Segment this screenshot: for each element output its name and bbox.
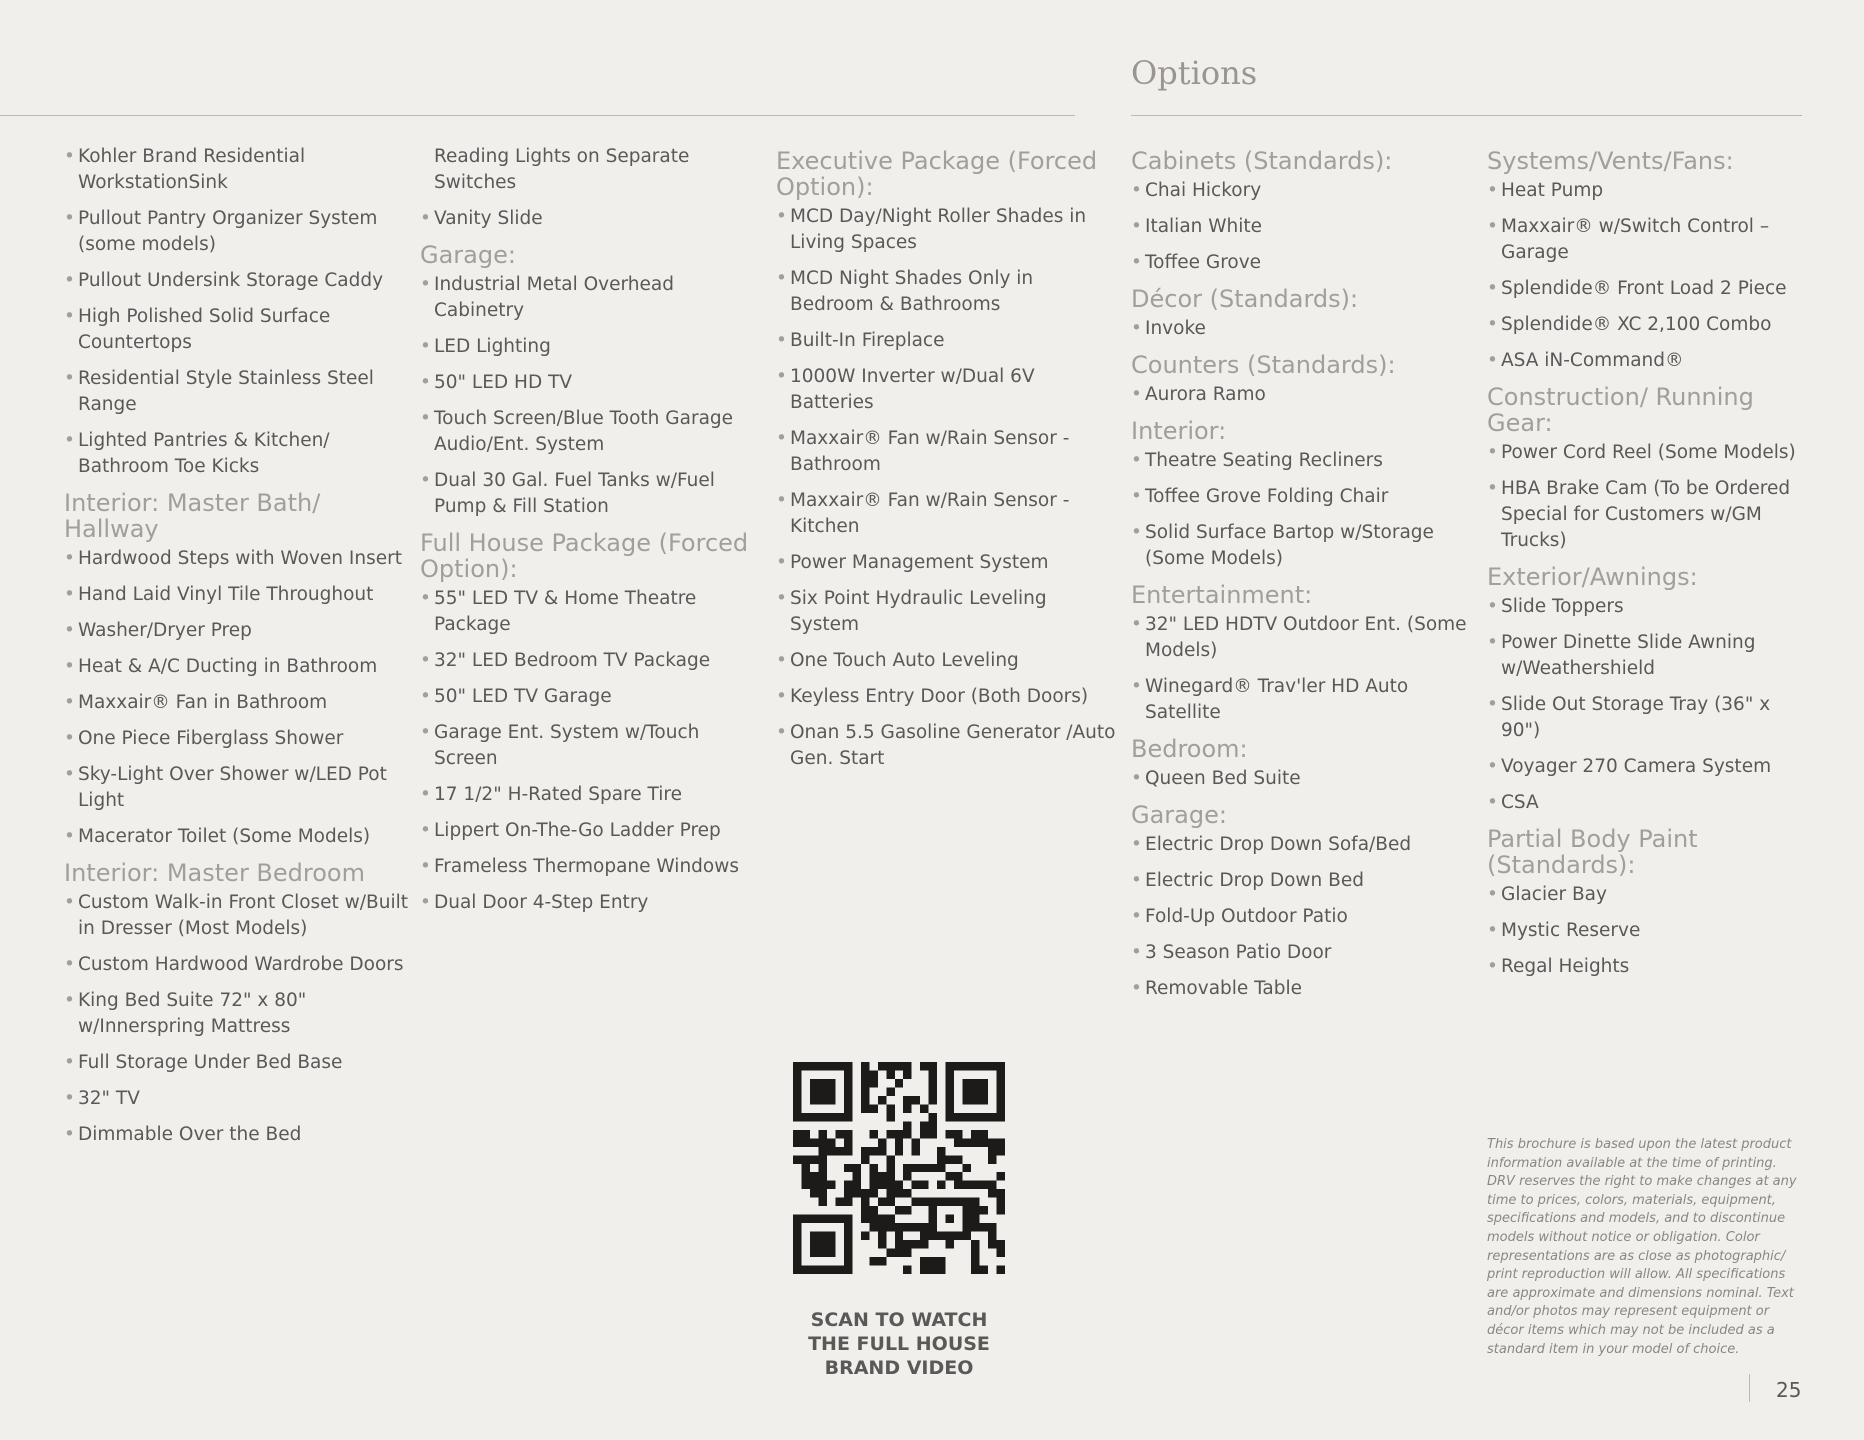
list-item: • Electric Drop Down Sofa/Bed xyxy=(1131,832,1476,858)
list-item: • Fold-Up Outdoor Patio xyxy=(1131,904,1476,930)
list-item: • Toffee Grove xyxy=(1131,250,1476,276)
list-item: • Heat & A/C Ducting in Bathroom xyxy=(64,654,409,680)
construction-heading: Construction/ Running Gear: xyxy=(1487,383,1754,437)
qr-caption: SCAN TO WATCH THE FULL HOUSE BRAND VIDEO xyxy=(808,1309,990,1379)
list-item: • 32" LED Bedroom TV Package xyxy=(420,648,765,674)
counters-list xyxy=(1131,382,1476,408)
list-item: • Kohler Brand Residential WorkstationSink xyxy=(64,144,409,196)
executive-package-list xyxy=(776,204,1121,772)
list-item: • Toffee Grove Folding Chair xyxy=(1131,484,1476,510)
list-item: • ASA iN-Command® xyxy=(1487,348,1812,374)
list-item: • Winegard® Trav'ler HD Auto Satellite xyxy=(1131,674,1476,726)
interior-heading: Interior: xyxy=(1131,417,1227,445)
list-item: • Power Management System xyxy=(776,550,1121,576)
column-3 xyxy=(776,148,1121,782)
list-item: • Pullout Undersink Storage Caddy xyxy=(64,268,409,294)
list-item: • Aurora Ramo xyxy=(1131,382,1476,408)
decor-list xyxy=(1131,316,1476,342)
entertainment-heading: Entertainment: xyxy=(1131,581,1313,609)
list-item: • King Bed Suite 72" x 80" w/Innerspring Mattress xyxy=(64,988,409,1040)
garage-standards-list xyxy=(1131,832,1476,1002)
page-title: Options xyxy=(1131,54,1258,92)
kitchen-list xyxy=(64,144,409,480)
list-item: • Garage Ent. System w/Touch Screen xyxy=(420,720,765,772)
master-bedroom-heading: Interior: Master Bedroom xyxy=(64,859,365,887)
list-item: • Pullout Pantry Organizer System (some models) xyxy=(64,206,409,258)
list-item: • Maxxair® Fan in Bathroom xyxy=(64,690,409,716)
list-item: • Italian White xyxy=(1131,214,1476,240)
list-item: • Six Point Hydraulic Leveling System xyxy=(776,586,1121,638)
list-item: • 17 1/2" H-Rated Spare Tire xyxy=(420,782,765,808)
list-item: • LED Lighting xyxy=(420,334,765,360)
list-item: • Keyless Entry Door (Both Doors) xyxy=(776,684,1121,710)
executive-package-heading: Executive Package (Forced Option): xyxy=(776,147,1098,201)
construction-list xyxy=(1487,440,1812,554)
master-bath-heading: Interior: Master Bath/ Hallway xyxy=(64,489,321,543)
bedroom-heading: Bedroom: xyxy=(1131,735,1248,763)
list-item: • MCD Night Shades Only in Bedroom & Bathrooms xyxy=(776,266,1121,318)
qr-code[interactable] xyxy=(793,1062,1005,1274)
page-number: 25 xyxy=(1776,1378,1802,1402)
master-bath-list xyxy=(64,546,409,850)
decor-heading: Décor (Standards): xyxy=(1131,285,1359,313)
interior-list xyxy=(1131,448,1476,572)
header-rule-left xyxy=(0,115,1075,116)
full-house-package-heading: Full House Package (Forced Option): xyxy=(420,529,749,583)
list-item: • Heat Pump xyxy=(1487,178,1812,204)
list-item: Reading Lights on Separate Switches xyxy=(434,146,690,193)
disclaimer: This brochure is based upon the latest product information available at the time of printing. DRV reserves the right to make changes at any time to prices, colors, materials, equipment, specifications and models, and to discontinue models without notice or obligation. Color representations are as close as photographic/ print reproduction will allow. All specifications are approximate and dimensions nominal. Text and/or photos may represent equipment or décor items which may not be included as a standard item in your model of choice. xyxy=(1487,1137,1797,1357)
list-item: • Splendide® Front Load 2 Piece xyxy=(1487,276,1812,302)
list-item: • Touch Screen/Blue Tooth Garage Audio/Ent. System xyxy=(420,406,765,458)
exterior-heading: Exterior/Awnings: xyxy=(1487,563,1698,591)
list-item: • Industrial Metal Overhead Cabinetry xyxy=(420,272,765,324)
list-item: • 50" LED TV Garage xyxy=(420,684,765,710)
list-item: • 32" TV xyxy=(64,1086,409,1112)
vanity-list xyxy=(420,206,765,232)
garage-list xyxy=(420,272,765,520)
list-item: • Chai Hickory xyxy=(1131,178,1476,204)
paint-list xyxy=(1487,882,1812,980)
list-item: • Full Storage Under Bed Base xyxy=(64,1050,409,1076)
list-item: • Hardwood Steps with Woven Insert xyxy=(64,546,409,572)
list-item: • Slide Out Storage Tray (36" x 90") xyxy=(1487,692,1812,744)
systems-list xyxy=(1487,178,1812,374)
exterior-list xyxy=(1487,594,1812,816)
list-item: • 50" LED HD TV xyxy=(420,370,765,396)
list-item: • Residential Style Stainless Steel Range xyxy=(64,366,409,418)
list-item: • Removable Table xyxy=(1131,976,1476,1002)
systems-heading: Systems/Vents/Fans: xyxy=(1487,147,1734,175)
list-item: • Vanity Slide xyxy=(420,206,765,232)
list-item: • 55" LED TV & Home Theatre Package xyxy=(420,586,765,638)
list-item: • Hand Laid Vinyl Tile Throughout xyxy=(64,582,409,608)
list-item: • Maxxair® Fan w/Rain Sensor - Kitchen xyxy=(776,488,1121,540)
list-item: • Slide Toppers xyxy=(1487,594,1812,620)
page-number-divider xyxy=(1749,1374,1750,1402)
list-item: • High Polished Solid Surface Countertops xyxy=(64,304,409,356)
list-item: • Onan 5.5 Gasoline Generator /Auto Gen. Start xyxy=(776,720,1121,772)
list-item: • Frameless Thermopane Windows xyxy=(420,854,765,880)
list-item: • Regal Heights xyxy=(1487,954,1812,980)
list-item: • Power Dinette Slide Awning w/Weathershield xyxy=(1487,630,1812,682)
list-item: • One Piece Fiberglass Shower xyxy=(64,726,409,752)
list-item: • Dual 30 Gal. Fuel Tanks w/Fuel Pump & Fill Station xyxy=(420,468,765,520)
list-item: • Dimmable Over the Bed xyxy=(64,1122,409,1148)
list-item: • Dual Door 4-Step Entry xyxy=(420,890,765,916)
list-item: • Power Cord Reel (Some Models) xyxy=(1487,440,1812,466)
list-item: • Splendide® XC 2,100 Combo xyxy=(1487,312,1812,338)
list-item: • Queen Bed Suite xyxy=(1131,766,1476,792)
list-item: • Theatre Seating Recliners xyxy=(1131,448,1476,474)
list-item: • Electric Drop Down Bed xyxy=(1131,868,1476,894)
paint-heading: Partial Body Paint (Standards): xyxy=(1487,825,1698,879)
list-item: • Custom Walk-in Front Closet w/Built in Dresser (Most Models) xyxy=(64,890,409,942)
master-bedroom-list xyxy=(64,890,409,1148)
cabinets-heading: Cabinets (Standards): xyxy=(1131,147,1393,175)
list-item: • Voyager 270 Camera System xyxy=(1487,754,1812,780)
list-item: • Invoke xyxy=(1131,316,1476,342)
entertainment-list xyxy=(1131,612,1476,726)
list-item: • One Touch Auto Leveling xyxy=(776,648,1121,674)
list-item: • 32" LED HDTV Outdoor Ent. (Some Models) xyxy=(1131,612,1476,664)
list-item: • Lippert On-The-Go Ladder Prep xyxy=(420,818,765,844)
column-2 xyxy=(420,144,765,926)
column-1 xyxy=(64,144,409,1158)
list-item: • Maxxair® w/Switch Control – Garage xyxy=(1487,214,1812,266)
list-item: • CSA xyxy=(1487,790,1812,816)
column-4 xyxy=(1131,148,1476,1012)
list-item: • Maxxair® Fan w/Rain Sensor - Bathroom xyxy=(776,426,1121,478)
garage-standards-heading: Garage: xyxy=(1131,801,1227,829)
header-rule-right xyxy=(1131,115,1802,116)
list-item: • Macerator Toilet (Some Models) xyxy=(64,824,409,850)
list-item: • Glacier Bay xyxy=(1487,882,1812,908)
full-house-package-list xyxy=(420,586,765,916)
list-item: • Washer/Dryer Prep xyxy=(64,618,409,644)
list-item: • Custom Hardwood Wardrobe Doors xyxy=(64,952,409,978)
list-item: • MCD Day/Night Roller Shades in Living Spaces xyxy=(776,204,1121,256)
bedroom-list xyxy=(1131,766,1476,792)
list-item: • Built-In Fireplace xyxy=(776,328,1121,354)
continued-list xyxy=(420,144,765,196)
garage-heading: Garage: xyxy=(420,241,516,269)
list-item: • 1000W Inverter w/Dual 6V Batteries xyxy=(776,364,1121,416)
list-item: • HBA Brake Cam (To be Ordered Special for Customers w/GM Trucks) xyxy=(1487,476,1812,554)
list-item: • Solid Surface Bartop w/Storage (Some Models) xyxy=(1131,520,1476,572)
list-item: • 3 Season Patio Door xyxy=(1131,940,1476,966)
list-item: • Sky-Light Over Shower w/LED Pot Light xyxy=(64,762,409,814)
list-item: • Lighted Pantries & Kitchen/ Bathroom Toe Kicks xyxy=(64,428,409,480)
counters-heading: Counters (Standards): xyxy=(1131,351,1396,379)
column-5 xyxy=(1487,148,1812,990)
cabinets-list xyxy=(1131,178,1476,276)
list-item: • Mystic Reserve xyxy=(1487,918,1812,944)
